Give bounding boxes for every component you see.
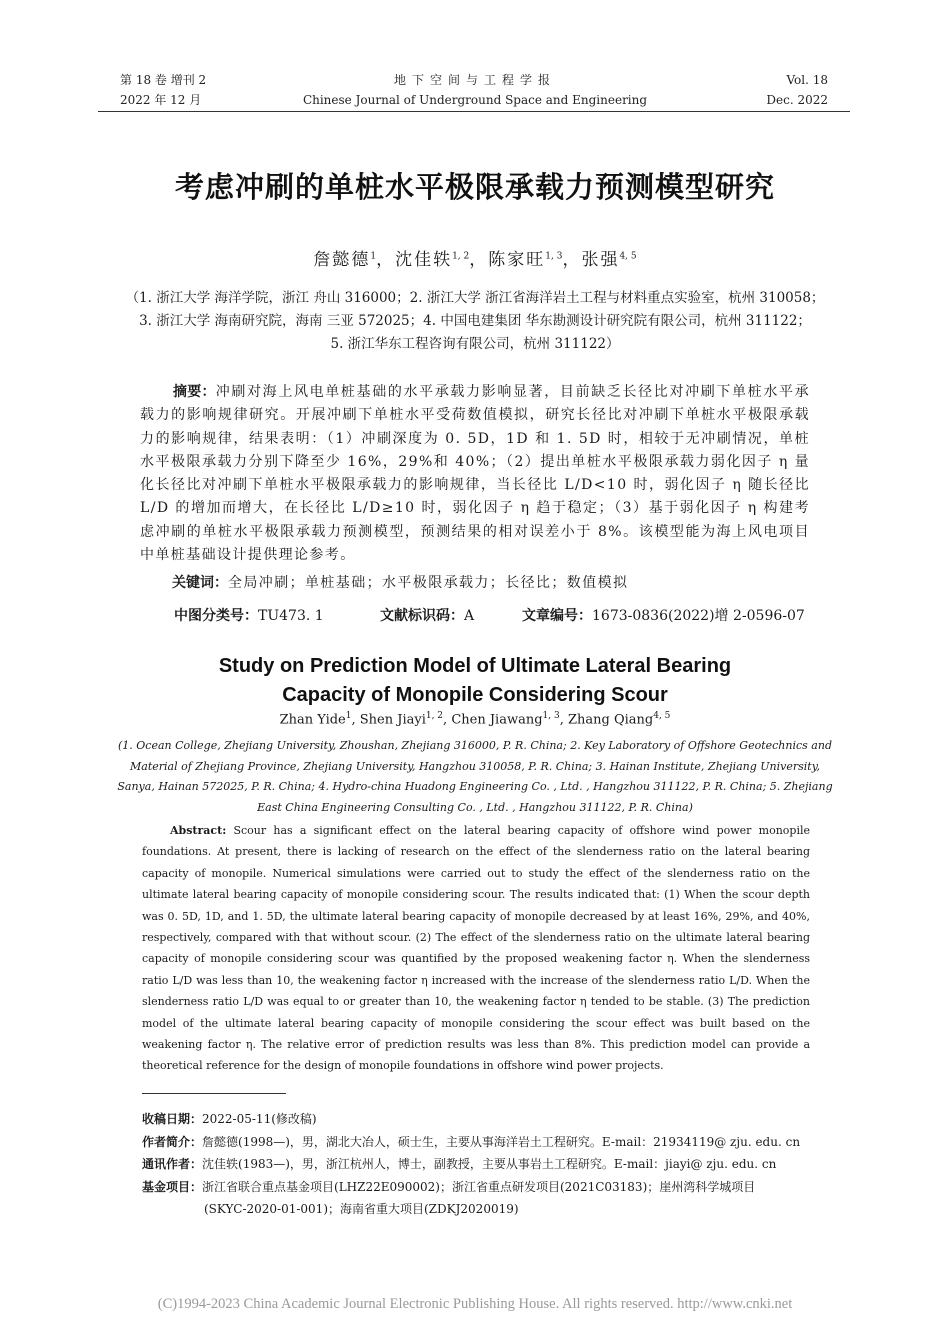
author-name: 陈家旺: [488, 250, 546, 270]
author-name: Zhang Qiang: [567, 712, 654, 728]
clc-value: TU473. 1: [258, 608, 324, 624]
copyright-notice: (C)1994-2023 China Academic Journal Electronic Publishing House. All rights reserved. http://www.cnki.net: [157, 1296, 793, 1312]
footnote-divider: [142, 1093, 286, 1094]
footnote-received: [142, 1108, 854, 1131]
header-journal-cn: 地下空间与工程学报: [393, 73, 556, 87]
corresponding-label: 通讯作者：: [142, 1157, 203, 1172]
header-divider: [98, 111, 850, 112]
header-journal-en: Chinese Journal of Underground Space and Engineering: [302, 93, 648, 107]
footnote-funding: [142, 1176, 854, 1199]
affiliations-en: (1. Ocean College, Zhejiang University, Zhoushan, Zhejiang 316000, P. R. China; 2. Key Laboratory of Offshore Geotechnics and Material of Zhejiang Province, Zhejiang University, Hangzhou 310058, P. R. China; 3. Hainan Institute, Zhejiang University, Sanya, Hainan 572025, P. R. China; 4. Hydro-china Huadong Engineering Co. , Ltd. , Hangzhou 311122, P. R. China; 5. Zhejiang East China Engineering Consulting Co. , Ltd. , Hangzhou 311122, P. R. China): [117, 739, 833, 814]
doc-code-label: 文献标识码：: [380, 608, 464, 624]
author-affil-sup: 1, 3: [542, 711, 560, 721]
abstract-cn-text: 冲刷对海上风电单桩基础的水平承载力影响显著，目前缺乏长径比对冲刷下单桩水平承载力的影响规律研究。开展冲刷下单桩水平受荷数值模拟，研究长径比对冲刷下单桩水平极限承载力的影响规律，结果表明：（1）冲刷深度为 0. 5D，1D 和 1. 5D 时，相较于无冲刷情况，单桩水平极限承载力分别下降至少 16%，29%和 40%；（2）提出单桩水平极限承载力弱化因子 η 量化长径比对冲刷下单桩水平极限承载力的影响规律，当长径比 L/D<10 时，弱化因子 η 随长径比 L/D 的增加而增大，在长径比 L/D≥10 时，弱化因子 η 趋于稳定；（3）基于弱化因子 η 构建考虑冲刷的单桩水平极限承载力预测模型，预测结果的相对误差小于 8%。该模型能为海上风电项目中单桩基础设计提供理论参考。: [140, 384, 811, 564]
author-name: 詹懿德: [313, 250, 371, 270]
affiliation-line: （1. 浙江大学 海洋学院，浙江 舟山 316000；2. 浙江大学 浙江省海洋岩土工程与材料重点实验室，杭州 310058；: [125, 290, 825, 306]
doc-code-value: A: [464, 608, 475, 624]
footnotes: [142, 1108, 854, 1221]
article-number-label: 文章编号：: [522, 608, 592, 624]
author-name: Shen Jiayi: [359, 712, 426, 728]
author-affil-sup: 1, 2: [425, 711, 444, 721]
author-name: 沈佳轶: [395, 250, 453, 270]
keywords-cn-text: 全局冲刷；单桩基础；水平极限承载力；长径比；数值模拟: [228, 575, 629, 591]
keywords-cn: [172, 572, 628, 592]
title-en-line1: Study on Prediction Model of Ultimate Lateral Bearing: [218, 655, 732, 677]
abstract-en-text: Scour has a significant effect on the lateral bearing capacity of offshore wind power monopile foundations. At present, there is lacking of research on the effect of the slenderness ratio on the lateral bearing capacity of monopile. Numerical simulations were carried out to study the effect of the slenderness ratio on the ultimate lateral bearing capacity of monopile considering scour. The results indicated that: (1) When the scour depth was 0. 5D, 1D, and 1. 5D, the ultimate lateral bearing capacity of monopile decreased by at least 16%, 29%, and 40%, respectively, compared with that without scour. (2) The effect of the slenderness ratio on the ultimate lateral bearing capacity of monopile considering scour was quantified by the proposed weakening factor η. When the slenderness ratio L/D was less than 10, the weakening factor η increased with the increase of the slenderness ratio L/D. When the slenderness ratio L/D was equal to or greater than 10, the weakening factor η tended to be stable. (3) The prediction model of the ultimate lateral bearing capacity of monopile considering the scour effect was built based on the weakening factor η. The relative error of prediction results was less than 8%. This prediction model can provide a theoretical reference for the design of monopile foundations in offshore wind power projects.: [142, 824, 810, 1073]
abstract-cn-label: 摘要：: [173, 384, 216, 400]
abstract-en: [142, 820, 810, 1077]
header-vol: Vol. 18: [786, 73, 828, 87]
author-affil-sup: 1: [345, 711, 352, 721]
header-volume: 第 18 卷 增刊 2: [120, 73, 207, 87]
header-vol-en: [766, 70, 828, 110]
abstract-cn: [140, 381, 810, 567]
author-name: 张强: [581, 250, 620, 270]
author-name: Zhan Yide: [279, 712, 346, 728]
funding-value-continued: (SKYC-2020-01-001)；海南省重大项目(ZDKJ2020019): [204, 1202, 519, 1217]
document-code: [380, 605, 474, 625]
clc-label: 中图分类号：: [174, 608, 258, 624]
author-list-en: Zhan Yide$^1$, Shen Jiayi$^{1, 2}$, Chen Jiawang$^{1, 3}$, Zhang Qiang$^{4, 5}$: [279, 711, 671, 728]
affiliation-line: 3. 浙江大学 海南研究院，海南 三亚 572025；4. 中国电建集团 华东勘测设计研究院有限公司，杭州 311122；: [139, 313, 811, 329]
funding-label: 基金项目：: [142, 1179, 203, 1194]
author-affil-sup: 1, 3: [545, 251, 563, 262]
paper-title-en: [0, 652, 950, 710]
abstract-en-label: Abstract:: [170, 824, 227, 837]
clc-number: [174, 605, 324, 625]
header-date-cn: 2022 年 12 月: [120, 93, 202, 107]
author-list-cn: 詹懿德$^1$，沈佳轶$^{1, 2}$，陈家旺$^{1, 3}$，张强$^{4, 5}$: [313, 250, 637, 270]
funding-value: 浙江省联合重点基金项目(LHZ22E090002)；浙江省重点研发项目(2021C03183)；崖州湾科学城项目: [202, 1179, 756, 1194]
title-en-line2: Capacity of Monopile Considering Scour: [282, 684, 668, 706]
received-label: 收稿日期：: [142, 1112, 203, 1126]
footnote-corresponding: [142, 1153, 854, 1176]
affiliations-cn: [100, 287, 850, 356]
received-value: 2022-05-11(修改稿): [202, 1112, 317, 1126]
author-affil-sup: 4, 5: [653, 711, 671, 721]
keywords-cn-label: 关键词：: [172, 575, 228, 591]
article-number: [522, 605, 805, 625]
bio-value: 詹懿德(1998—)，男，湖北大冶人，硕士生，主要从事海洋岩土工程研究。E-mail：21934119@ zju. edu. cn: [202, 1134, 801, 1149]
author-affil-sup: 1, 2: [452, 251, 470, 262]
article-number-value: 1673-0836(2022)增 2-0596-07: [592, 608, 805, 624]
header-date-en: Dec. 2022: [766, 93, 828, 107]
footnote-author-bio: [142, 1131, 854, 1154]
paper-title-cn: 考虑冲刷的单桩水平极限承载力预测模型研究: [174, 170, 775, 204]
author-affil-sup: 4, 5: [619, 251, 637, 262]
bio-label: 作者简介：: [142, 1134, 203, 1149]
corresponding-value: 沈佳轶(1983—)，男，浙江杭州人，博士，副教授，主要从事岩土工程研究。E-mail：jiayi@ zju. edu. cn: [202, 1157, 777, 1172]
affiliation-line: 5. 浙江华东工程咨询有限公司，杭州 311122）: [330, 336, 620, 352]
author-affil-sup: 1: [370, 251, 377, 262]
author-name: Chen Jiawang: [451, 712, 543, 728]
